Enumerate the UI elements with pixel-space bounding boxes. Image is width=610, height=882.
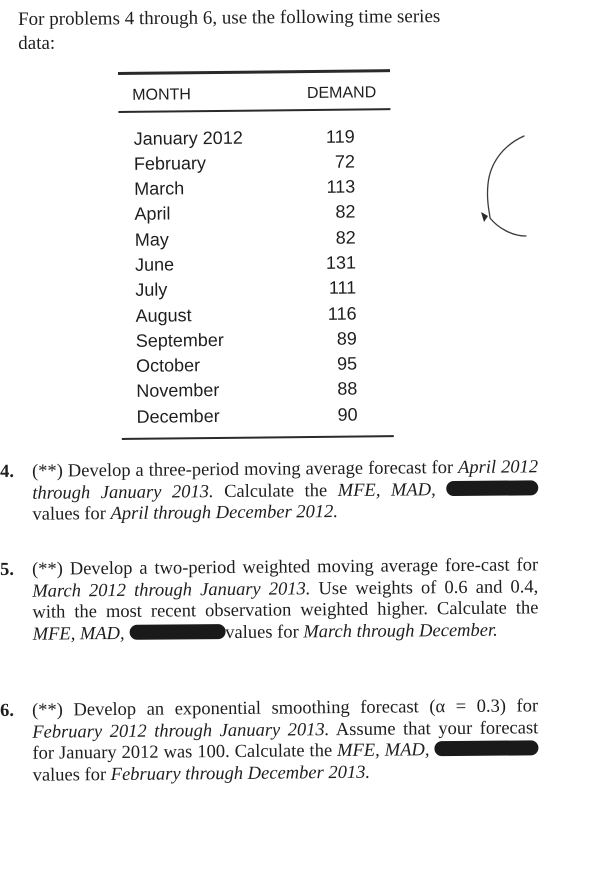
month-cell: April	[134, 203, 171, 225]
month-cell: May	[134, 229, 169, 250]
demand-cell: 72	[334, 151, 356, 172]
demand-cell: 116	[327, 303, 357, 324]
table-bottom-rule	[122, 435, 394, 439]
problem-text-part: Develop a three-period moving average forecast for	[67, 458, 454, 482]
problem-text-part: values for	[32, 504, 107, 525]
header-demand: DEMAND	[306, 84, 377, 103]
problem-number: 6.	[0, 700, 15, 721]
problem-text-part: Assume that your forecast for January 2012 was 100. Calculate the	[32, 717, 539, 764]
table-row	[119, 174, 391, 202]
problem-text-part: values for	[32, 764, 107, 786]
stars: (**)	[31, 461, 64, 482]
problem-number: 5.	[0, 559, 15, 580]
table-header-row	[118, 80, 390, 109]
month-cell: June	[134, 254, 175, 275]
table-row	[119, 149, 391, 177]
demand-table	[118, 69, 394, 439]
demand-cell: 119	[325, 126, 355, 147]
table-row	[121, 351, 393, 379]
problem-text	[32, 457, 539, 526]
table-body	[119, 124, 394, 430]
problem-6	[0, 696, 561, 787]
problem-text-italic: February 2012 through January 2013.	[32, 719, 330, 743]
month-cell: February	[133, 152, 207, 174]
table-row	[120, 225, 392, 253]
demand-cell: 89	[336, 328, 357, 349]
problem-text-part: Calculate the	[224, 480, 328, 502]
month-cell: July	[135, 279, 168, 301]
problem-text-italic: MFE, MAD,	[337, 479, 436, 501]
demand-cell: 90	[337, 404, 358, 425]
intro-text	[18, 4, 538, 56]
table-row	[121, 377, 393, 405]
problem-text-italic: March 2012 through January 2013.	[32, 578, 311, 602]
month-cell: November	[136, 380, 220, 402]
problem-text-italic: April 2012 through January 2013.	[32, 457, 539, 504]
demand-cell: 131	[325, 252, 357, 273]
table-row	[119, 124, 391, 152]
table-top-rule	[118, 69, 390, 75]
redaction-mark	[129, 624, 225, 640]
intro-line-1: For problems 4 through 6, use the following time series	[18, 6, 441, 30]
header-month: MONTH	[132, 86, 191, 104]
table-row	[121, 326, 393, 354]
problem-text-italic: MFE, MAD,	[337, 740, 430, 762]
problem-text-part: Use weights of 0.6 and 0.4, with the most recent observation weighted higher. Calculate the	[32, 576, 539, 623]
demand-cell: 95	[336, 353, 358, 374]
demand-cell: 113	[326, 176, 356, 197]
problem-text	[32, 555, 539, 645]
problem-text-italic: February through December 2013.	[110, 762, 371, 785]
table-row	[119, 200, 391, 228]
table-row	[120, 250, 392, 278]
table-row	[120, 301, 392, 329]
problem-5	[0, 555, 561, 646]
problem-text-italic: MFE, MAD,	[32, 623, 125, 645]
month-cell: December	[136, 405, 220, 427]
problem-text-italic: April through December 2012.	[110, 502, 339, 525]
table-row	[120, 275, 392, 303]
problem-number: 4.	[0, 461, 15, 482]
problem-text-part: Develop an exponential smoothing forecast (α = 0.3) for	[73, 696, 539, 721]
demand-cell: 82	[335, 201, 356, 223]
month-cell: September	[135, 329, 224, 351]
table-header-rule	[118, 108, 390, 112]
month-cell: January 2012	[133, 127, 243, 149]
problem-text	[32, 696, 539, 786]
intro-line-2: data:	[18, 32, 56, 54]
demand-cell: 111	[328, 277, 357, 299]
stars: (**)	[31, 700, 64, 721]
redaction-mark	[434, 740, 538, 756]
demand-cell: 88	[337, 378, 358, 400]
hand-drawn-bracket-mark	[468, 132, 538, 242]
problem-4	[0, 457, 561, 526]
month-cell: March	[134, 178, 185, 199]
problem-text-part: Develop a two-period weighted moving average fore-cast for	[69, 555, 539, 580]
month-cell: October	[135, 355, 201, 376]
demand-cell: 82	[335, 227, 356, 248]
problem-text-italic: March through December.	[303, 620, 498, 642]
problem-text-part: values for	[225, 621, 299, 643]
table-row	[121, 402, 393, 430]
redaction-mark	[446, 480, 538, 496]
stars: (**)	[31, 559, 64, 580]
month-cell: August	[135, 304, 192, 326]
